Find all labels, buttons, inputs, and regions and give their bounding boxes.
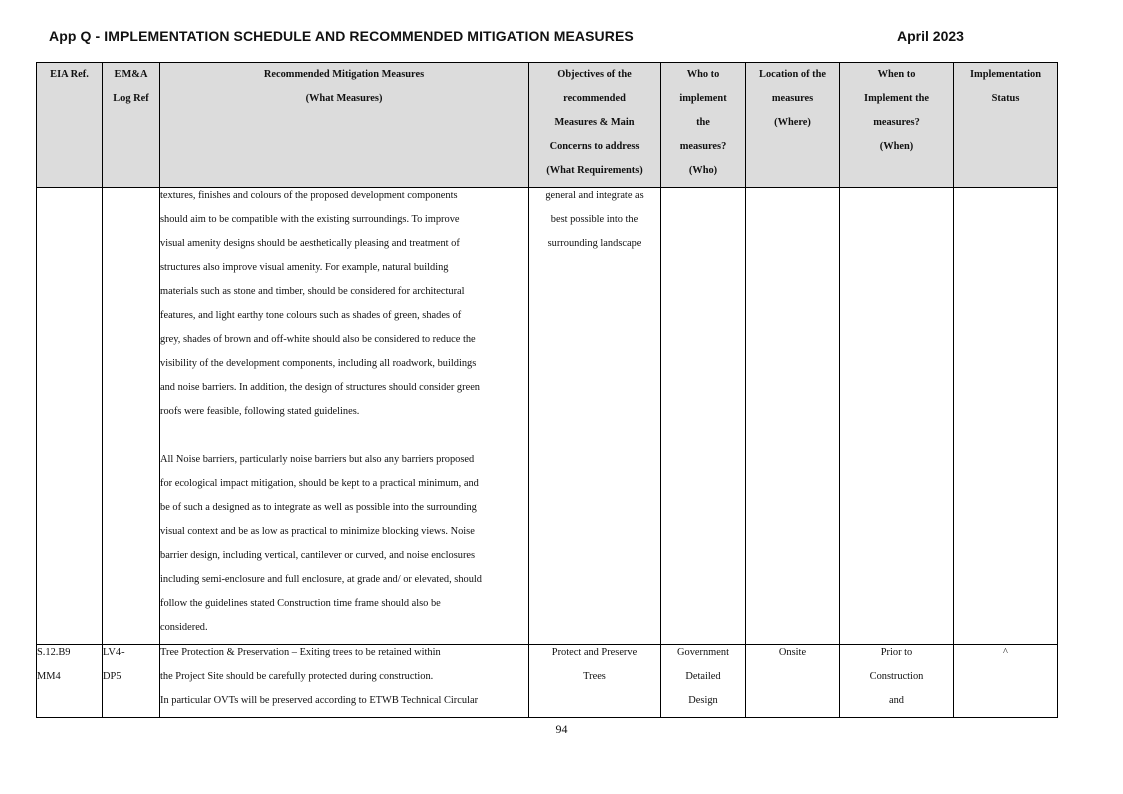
table-row (37, 645, 1058, 718)
cell-eia-ref (37, 188, 103, 645)
header-status: Implementation Status (954, 63, 1058, 188)
document-title: App Q - IMPLEMENTATION SCHEDULE AND RECOMMENDED MITIGATION MEASURES (49, 28, 634, 44)
cell-who (661, 188, 746, 645)
header-objectives: Objectives of the recommended Measures & Main Concerns to address (What Requirements) (529, 63, 661, 188)
cell-location: Onsite (746, 645, 840, 718)
cell-who: Government Detailed Design (661, 645, 746, 718)
document-date: April 2023 (897, 28, 964, 44)
table-header-row (37, 63, 1058, 188)
cell-log-ref (103, 188, 160, 645)
cell-status (954, 188, 1058, 645)
header-who: Who to implement the measures? (Who) (661, 63, 746, 188)
cell-measures: Tree Protection & Preservation – Exiting trees to be retained within the Project Site should be carefully protected during construction. In particular OVTs will be preserved according to ETWB Technical Circular (160, 645, 529, 718)
header-when: When to Implement the measures? (When) (840, 63, 954, 188)
header-log-ref: EM&A Log Ref (103, 63, 160, 188)
header-measures: Recommended Mitigation Measures (What Measures) (160, 63, 529, 188)
cell-measures: textures, finishes and colours of the proposed development components should aim to be compatible with the existing surroundings. To improve visual amenity designs should be aesthetically pleasing and treatment of structures also improve visual amenity. For example, natural building materials such as stone and timber, should be considered for architectural features, and light earthy tone colours such as shades of green, shades of grey, shades of brown and off-white should also be considered to reduce the visibility of the development components, including all roadwork, buildings and noise barriers. In addition, the design of structures should consider green roofs were feasible, following stated guidelines. All Noise barriers, particularly noise barriers but also any barriers proposed for ecological impact mitigation, should be kept to a practical minimum, and be of such a designed as to integrate as well as possible into the surrounding visual context and be as low as practical to minimize blocking views. Noise barrier design, including vertical, cantilever or curved, and noise enclosures including semi-enclosure and full enclosure, at grade and/ or elevated, should follow the guidelines stated Construction time frame should also be considered. (160, 188, 529, 645)
cell-location (746, 188, 840, 645)
cell-eia-ref: S.12.B9 MM4 (37, 645, 103, 718)
cell-when: Prior to Construction and (840, 645, 954, 718)
implementation-schedule-table (36, 62, 1058, 718)
cell-log-ref: LV4- DP5 (103, 645, 160, 718)
cell-status: ^ (954, 645, 1058, 718)
page-number: 94 (555, 722, 568, 736)
cell-objectives: general and integrate as best possible into the surrounding landscape (529, 188, 661, 645)
header-eia-ref: EIA Ref. (37, 63, 103, 188)
cell-objectives: Protect and Preserve Trees (529, 645, 661, 718)
cell-when (840, 188, 954, 645)
table-row (37, 188, 1058, 645)
header-location: Location of the measures (Where) (746, 63, 840, 188)
